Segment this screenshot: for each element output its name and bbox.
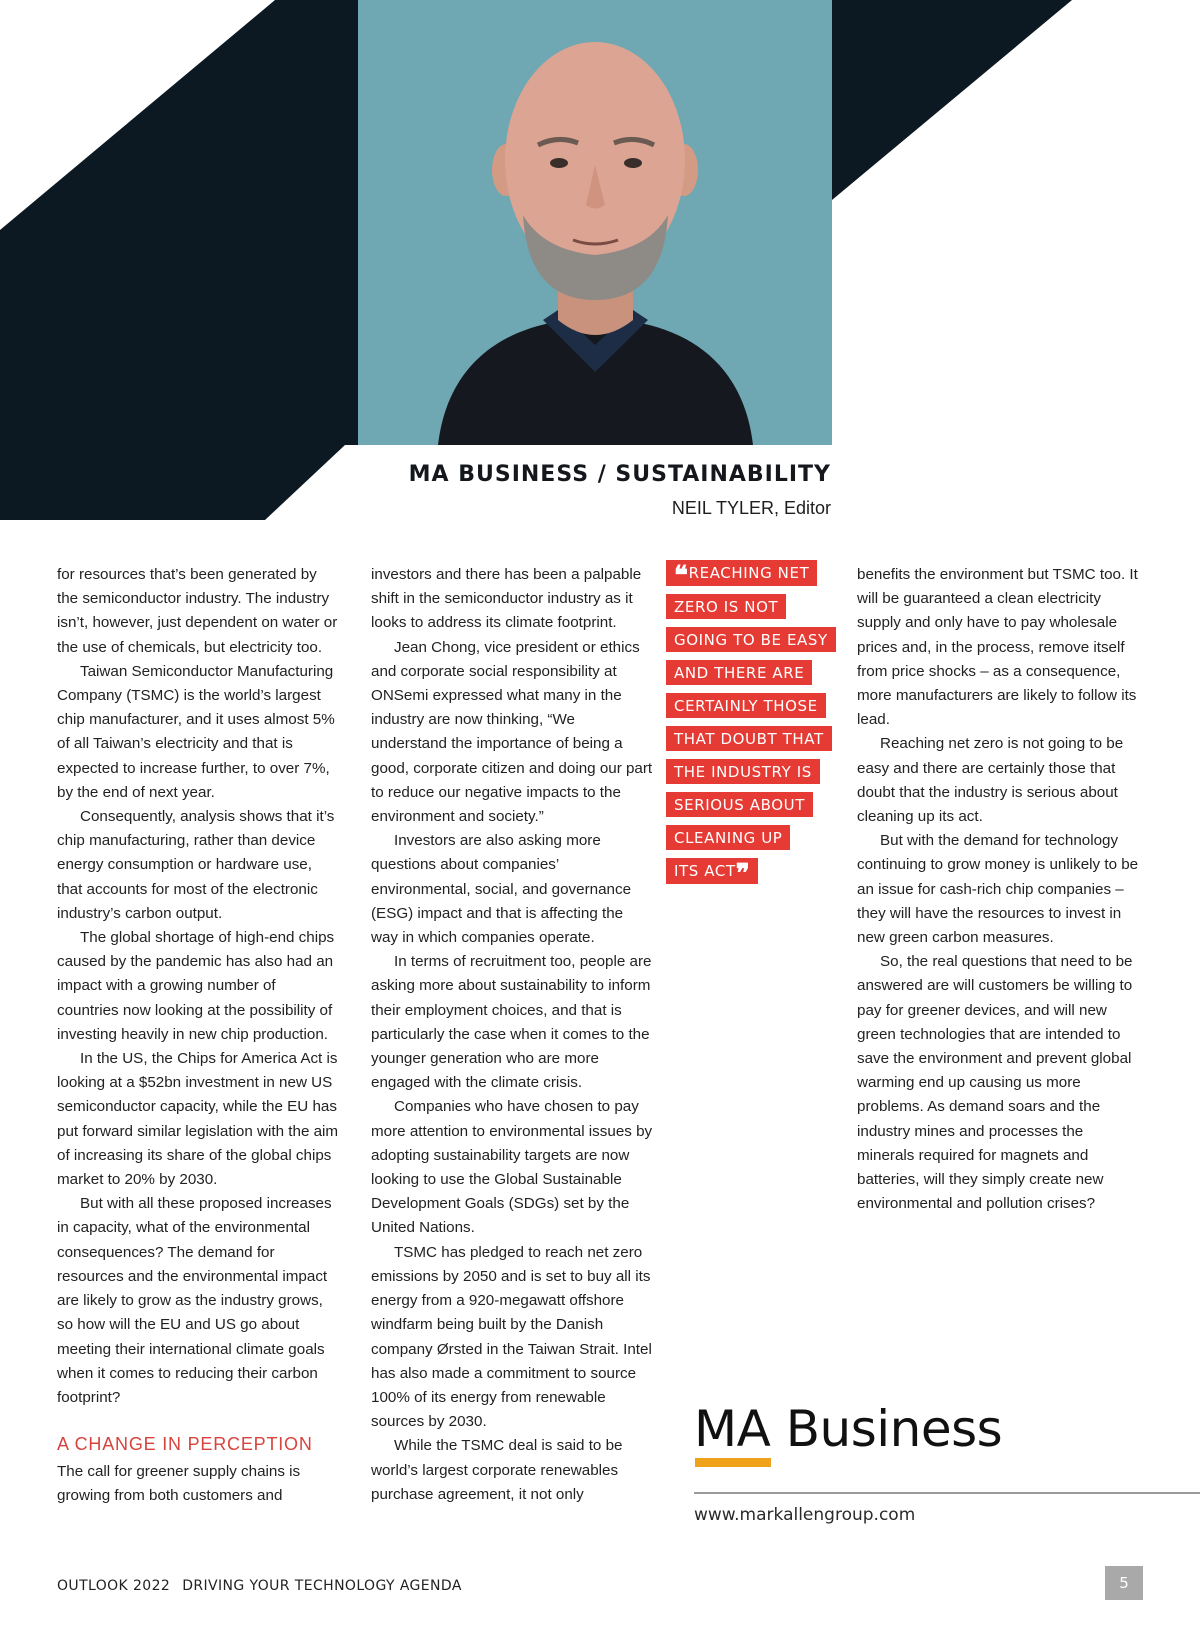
pull-quote-line: AND THERE ARE	[666, 660, 812, 685]
banner-left-shape	[0, 0, 365, 520]
article-column-1	[57, 563, 341, 1509]
publication-name: OUTLOOK 2022	[57, 1578, 171, 1594]
pull-quote-line: SERIOUS ABOUT	[666, 792, 813, 817]
paragraph: While the TSMC deal is said to be world’s largest corporate renewables purchase agreement, it not only	[371, 1437, 623, 1503]
paragraph: So, the real questions that need to be answered are will customers be willing to pay for greener devices, and will new green technologies that are intended to save the environment and prevent global warming end up causing us more problems. As demand soars and the industry mines and processes the minerals required for magnets and batteries, will they simply create new environmental and pollution crises?	[857, 953, 1133, 1213]
paragraph: Taiwan Semiconductor Manufacturing Company (TSMC) is the world’s largest chip manufacturer, and it uses almost 5% of all Taiwan’s electricity and that is expected to increase further, to over 7%, by the end of next year.	[57, 662, 335, 801]
pull-quote	[666, 560, 846, 892]
paragraph: In terms of recruitment too, people are asking more about sustainability to inform their employment choices, and that is particularly the case when it comes to the younger generation who are more engaged with the climate crisis.	[371, 953, 652, 1092]
portrait-photo	[358, 0, 832, 445]
paragraph: The global shortage of high-end chips caused by the pandemic has also had an impact with a growing number of countries now looking at the possibility of investing heavily in new chip production.	[57, 929, 335, 1043]
paragraph: for resources that’s been generated by the semiconductor industry. The industry isn’t, however, just dependent on water or the use of chemicals, but electricity too.	[57, 566, 338, 656]
author-byline: NEIL TYLER, Editor	[671, 498, 831, 518]
paragraph: The call for greener supply chains is growing from both customers and	[57, 1463, 301, 1505]
pull-quote-line: ZERO IS NOT	[666, 594, 786, 619]
pull-quote-line: GOING TO BE EASY	[666, 627, 836, 652]
paragraph: Companies who have chosen to pay more attention to environmental issues by adopting sustainability targets are now looking to use the Global Sustainable Development Goals (SDGs) set by the United Nations.	[371, 1098, 653, 1237]
section-kicker: MA BUSINESS / SUSTAINABILITY	[408, 462, 831, 487]
pull-quote-line: THE INDUSTRY IS	[666, 759, 820, 784]
article-column-2	[371, 563, 653, 1507]
pull-quote-line: ❝REACHING NET	[666, 560, 817, 586]
open-quote-icon: ❝	[674, 561, 689, 591]
pull-quote-line: CERTAINLY THOSE	[666, 693, 826, 718]
section-subheading: A CHANGE IN PERCEPTION	[57, 1434, 313, 1455]
page-number: 5	[1105, 1566, 1143, 1600]
paragraph: But with all these proposed increases in capacity, what of the environmental consequences? The demand for resources and the environmental impact are likely to grow as the industry grows, so how will the EU and US go about meeting their international climate goals when it comes to reducing their carbon footprint?	[57, 1195, 332, 1406]
logo-divider	[694, 1492, 1200, 1494]
pull-quote-line: CLEANING UP	[666, 825, 790, 850]
paragraph: In the US, the Chips for America Act is looking at a $52bn investment in new US semiconductor capacity, while the EU has put forward similar legislation with the aim of increasing its share of the global chips market to 20% by 2030.	[57, 1050, 339, 1189]
paragraph: But with the demand for technology continuing to grow money is unlikely to be an issue for cash-rich chip companies – they will have the resources to invest in new green carbon measures.	[857, 832, 1139, 947]
paragraph: Reaching net zero is not going to be easy and there are certainly those that doubt that the industry is serious about cleaning up its act.	[857, 735, 1124, 826]
publication-tagline: DRIVING YOUR TECHNOLOGY AGENDA	[182, 1578, 462, 1594]
paragraph: TSMC has pledged to reach net zero emissions by 2050 and is set to buy all its energy from a 920-megawatt offshore windfarm being built by the Danish company Ørsted in the Taiwan Strait. Intel has also made a commitment to source 100% of its energy from renewable sources by 2030.	[371, 1243, 652, 1431]
paragraph: Consequently, analysis shows that it’s chip manufacturing, rather than device energy consumption or hardware use, that accounts for most of the electronic industry’s carbon output.	[57, 808, 335, 922]
article-column-4	[857, 563, 1140, 1216]
website-link[interactable]: www.markallengroup.com	[694, 1505, 916, 1525]
paragraph: benefits the environment but TSMC too. It will be guaranteed a clean electricity supply and only have to pay wholesale prices and, in the process, remove itself from price shocks – as a consequence, more manufacturers are likely to follow its lead.	[857, 566, 1138, 729]
pull-quote-line: ITS ACT❞	[666, 858, 758, 884]
paragraph: Investors are also asking more questions about companies’ environmental, social, and governance (ESG) impact and that is affecting the way in which companies operate.	[371, 832, 632, 947]
banner-right-shape	[832, 0, 1072, 200]
pull-quote-line: THAT DOUBT THAT	[666, 726, 832, 751]
paragraph: Jean Chong, vice president or ethics and corporate social responsibility at ONSemi expressed what many in the industry are now thinking, “We understand the importance of being a good, corporate citizen and doing our part to reduce our negative impacts to the environment and society.”	[371, 638, 653, 826]
ma-business-logo: MA Business	[694, 1400, 1003, 1458]
logo-accent-bar	[695, 1458, 771, 1467]
close-quote-icon: ❞	[735, 859, 751, 889]
paragraph: investors and there has been a palpable shift in the semiconductor industry as it looks to address its climate footprint.	[371, 566, 642, 632]
page-footer	[57, 1578, 462, 1594]
